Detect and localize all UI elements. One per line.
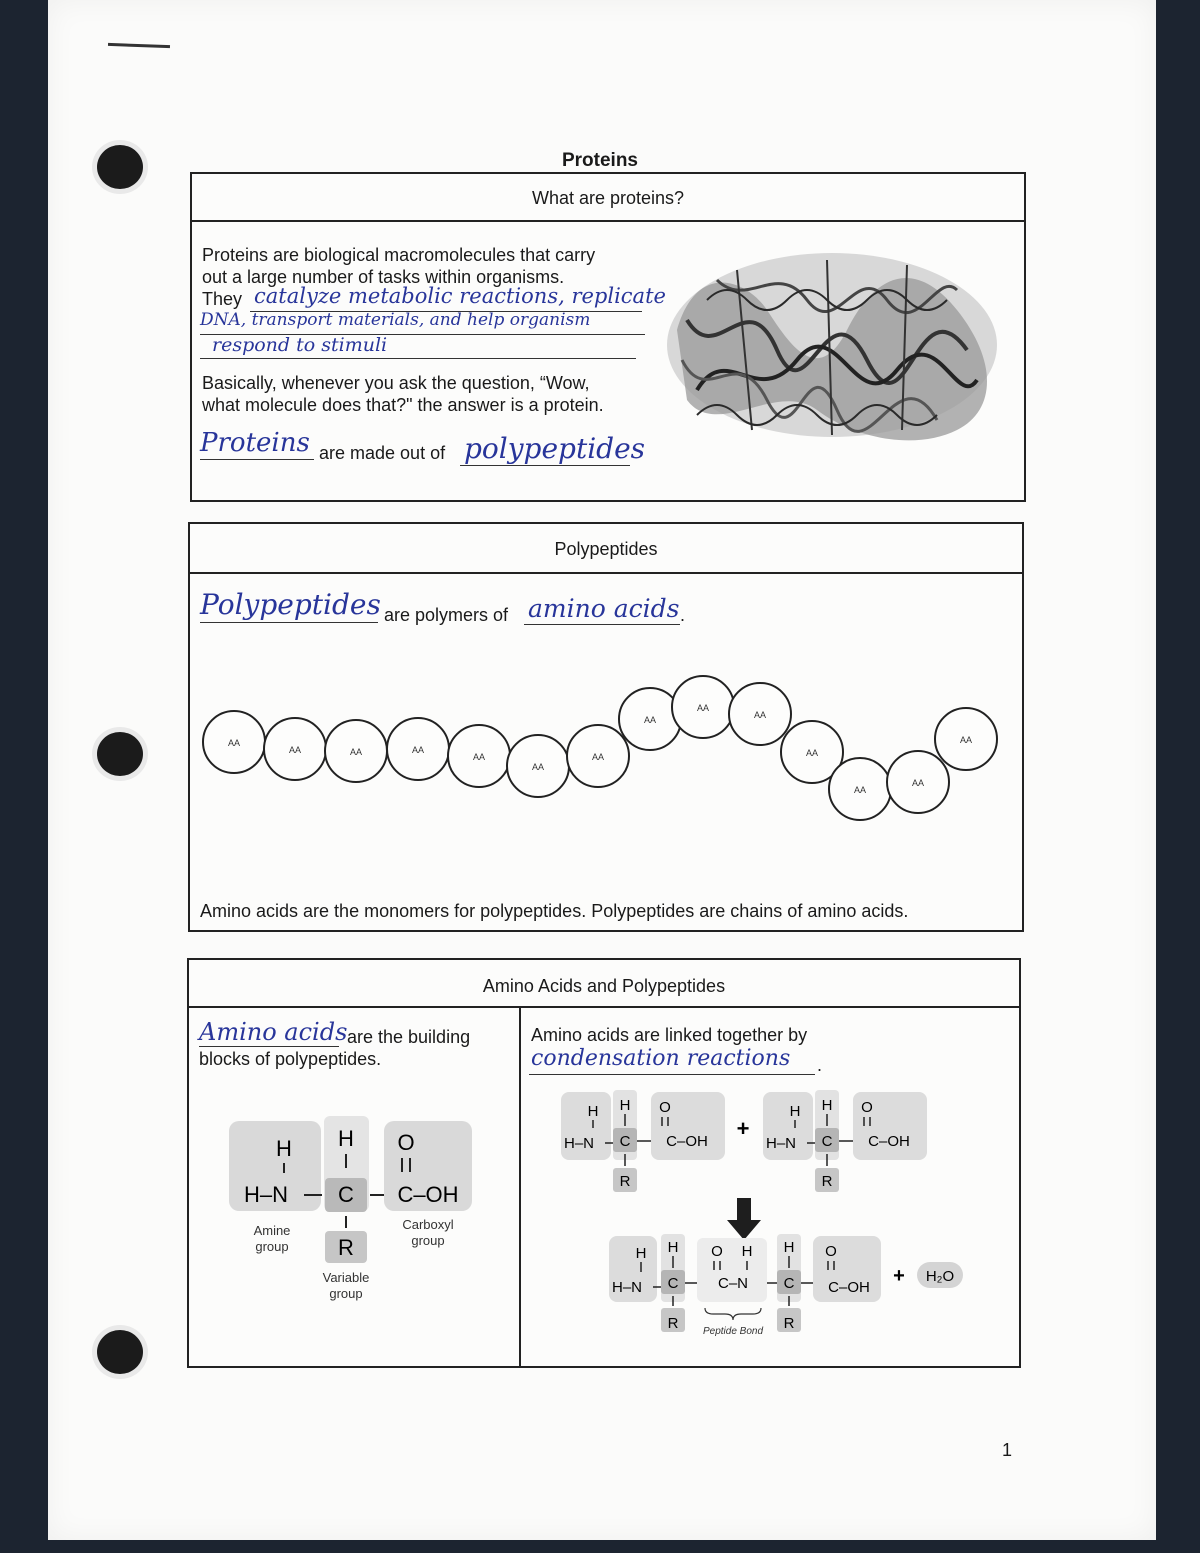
handwritten-polypeptides: Polypeptides [200, 588, 381, 621]
amino-acid-bead-label: AA [227, 738, 241, 748]
amino-acid-bead-label: AA [349, 747, 363, 757]
protein-ribbon-illustration [657, 240, 1007, 450]
svg-text:H: H [635, 1245, 647, 1262]
building-blocks-line-2: blocks of polypeptides. [199, 1049, 382, 1069]
water-molecule: H₂O [925, 1268, 955, 1285]
svg-text:H: H [587, 1103, 599, 1120]
amine-label-1: Amine [253, 1223, 291, 1238]
r-group: R [338, 1235, 354, 1260]
carboxyl-label-2: group [411, 1233, 445, 1248]
svg-text:H: H [789, 1103, 801, 1120]
polypeptide-caption: Amino acids are the monomers for polypeptides. Polypeptides are chains of amino acids. [200, 901, 909, 921]
svg-text:C: C [619, 1133, 631, 1150]
handwritten-tasks-line-1: catalyze metabolic reactions, replicate [254, 284, 666, 308]
svg-text:R: R [783, 1315, 795, 1332]
svg-text:C: C [821, 1133, 833, 1150]
svg-text:H: H [821, 1097, 833, 1114]
amino-acid-bead-label: AA [531, 762, 545, 772]
amino-acid-bead-label: AA [591, 752, 605, 762]
svg-text:O: O [711, 1243, 723, 1260]
carboxyl-o: O [397, 1130, 415, 1155]
svg-text:C: C [667, 1275, 679, 1292]
svg-text:R: R [667, 1315, 679, 1332]
amino-acid-bead-label: AA [411, 745, 425, 755]
amine-hn: H–N [243, 1182, 289, 1207]
carboxyl-label-1: Carboxyl [402, 1217, 454, 1232]
handwritten-polypeptides: polypeptides [464, 432, 646, 465]
amino-acid-bead-label: AA [643, 715, 657, 725]
amino-acid-structure-diagram [224, 1116, 514, 1326]
section-heading: Polypeptides [190, 524, 1022, 574]
handwritten-proteins: Proteins [200, 428, 310, 458]
svg-text:H: H [619, 1097, 631, 1114]
period: . [817, 1055, 823, 1075]
handwritten-amino-acids: amino acids [528, 594, 680, 623]
column-divider [519, 1008, 521, 1366]
amino-acid-bead-label: AA [753, 710, 767, 720]
peptide-c-n: C–N [717, 1275, 749, 1292]
svg-text:C–OH: C–OH [868, 1133, 910, 1150]
they-label: They [202, 289, 243, 309]
what-are-proteins-box [190, 172, 1026, 502]
amino-acid-bead-label: AA [805, 748, 819, 758]
handwritten-tasks-line-2: DNA, transport materials, and help organism [200, 310, 591, 330]
amino-acid-bead-label: AA [959, 735, 973, 745]
svg-text:C–OH: C–OH [666, 1133, 708, 1150]
svg-text:H–N: H–N [563, 1135, 595, 1152]
svg-text:R: R [821, 1173, 833, 1190]
alpha-carbon: C [338, 1182, 354, 1207]
amino-acid-bead-label: AA [472, 752, 486, 762]
svg-text:H: H [783, 1239, 795, 1256]
amino-acid-bead-label: AA [853, 785, 867, 795]
handwritten-tasks-line-3: respond to stimuli [212, 334, 388, 356]
amine-label-2: group [255, 1239, 289, 1254]
hole-punch-bottom [97, 1330, 143, 1374]
alpha-h: H [338, 1126, 354, 1151]
svg-text:R: R [619, 1173, 631, 1190]
carboxyl-cooh: C–OH [397, 1182, 459, 1207]
amino-acid-bead-label: AA [696, 703, 710, 713]
amino-acids-and-polypeptides-box [187, 958, 1021, 1368]
svg-text:H–N: H–N [765, 1135, 797, 1152]
condensation-reaction-diagram [529, 1086, 1009, 1346]
handwritten-condensation-reactions: condensation reactions [531, 1046, 791, 1071]
basically-line-1: Basically, whenever you ask the question, “Wow, [202, 373, 590, 393]
reaction-arrow [727, 1198, 761, 1240]
amino-acid-chain [190, 654, 1020, 894]
svg-text:H–N: H–N [611, 1279, 643, 1296]
plus-sign: + [893, 1265, 905, 1287]
svg-text:O: O [825, 1243, 837, 1260]
peptide-bond-label: Peptide Bond [702, 1326, 764, 1337]
variable-label-2: group [329, 1286, 363, 1301]
intro-line-1: Proteins are biological macromolecules that carry [202, 245, 596, 265]
svg-text:C–OH: C–OH [828, 1279, 870, 1296]
polypeptides-box [188, 522, 1024, 932]
amine-h: H [276, 1136, 292, 1161]
polymers-of-label: are polymers of [384, 605, 509, 625]
intro-line-2: out a large number of tasks within organisms. [202, 267, 565, 287]
page-number: 1 [1001, 1440, 1012, 1460]
section-heading: What are proteins? [192, 174, 1024, 222]
period: . [680, 605, 686, 625]
basically-line-2: what molecule does that?" the answer is a protein. [202, 395, 604, 415]
variable-label-1: Variable [322, 1270, 370, 1285]
amino-acid-bead-label: AA [288, 745, 302, 755]
hole-punch-middle [97, 732, 143, 776]
linked-together-text: Amino acids are linked together by [531, 1025, 808, 1045]
svg-text:C: C [783, 1275, 795, 1292]
section-heading: Amino Acids and Polypeptides [189, 960, 1019, 1008]
page-title: Proteins [561, 150, 639, 171]
svg-text:O: O [659, 1099, 671, 1116]
handwritten-amino-acids: Amino acids [199, 1018, 348, 1046]
made-out-of-label: are made out of [319, 443, 446, 463]
svg-text:H: H [667, 1239, 679, 1256]
building-blocks-line-1: are the building [347, 1027, 471, 1047]
svg-text:O: O [861, 1099, 873, 1116]
plus-sign: + [736, 1116, 750, 1141]
svg-text:H: H [741, 1243, 753, 1260]
amino-acid-bead-label: AA [911, 778, 925, 788]
